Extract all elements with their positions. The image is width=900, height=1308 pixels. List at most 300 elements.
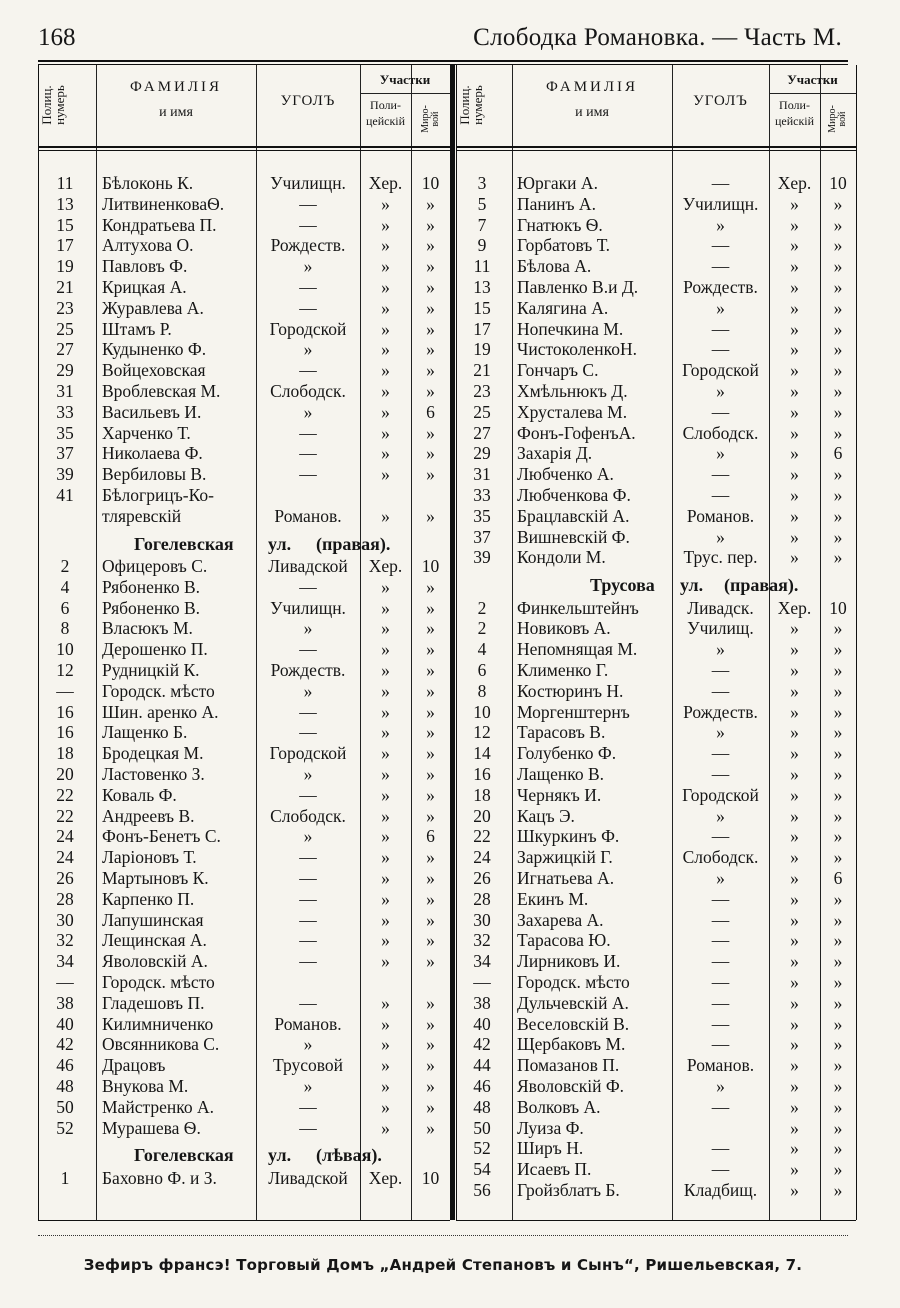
row-police-district: » (790, 360, 799, 381)
row-magistrate-district: » (426, 722, 435, 743)
row-police-district: » (381, 193, 390, 214)
header-police-district: Поли- цейскій (365, 98, 406, 128)
row-corner: Ливадской (268, 556, 348, 576)
row-number: 52 (56, 1117, 74, 1138)
row-police-district: » (790, 1180, 799, 1200)
table-row (456, 806, 856, 827)
row-police-district: » (790, 1055, 799, 1076)
row-number: 40 (56, 1013, 74, 1034)
column-rule (856, 65, 857, 1220)
row-name: Помазанов П. (517, 1055, 620, 1076)
row-corner: Трусовой (272, 1055, 344, 1076)
row-number: 32 (473, 930, 491, 951)
street-name: Гогелевская (134, 533, 234, 554)
row-name: Штамъ Р. (102, 318, 172, 339)
table-row (456, 1014, 856, 1035)
row-police-district: » (790, 1096, 799, 1117)
row-name: Николаева Ф. (102, 443, 203, 464)
row-number: 21 (473, 360, 491, 381)
row-number: 13 (56, 193, 74, 214)
header-bottom-rule (38, 146, 450, 148)
row-name: Ширъ Н. (517, 1138, 584, 1159)
table-row (38, 660, 450, 681)
table-row (456, 681, 856, 702)
row-police-district: » (790, 464, 799, 485)
row-magistrate-district: » (426, 1034, 435, 1055)
table-row (456, 1034, 856, 1055)
row-police-district: » (790, 381, 799, 401)
row-police-district: » (790, 680, 799, 701)
row-police-district: » (381, 618, 390, 639)
row-number: 21 (56, 277, 74, 297)
row-number: 37 (473, 526, 491, 547)
row-corner: » (716, 639, 725, 660)
table-row (38, 485, 450, 506)
row-name: Хрусталева М. (517, 401, 628, 422)
table-row (38, 598, 450, 619)
row-corner: — (711, 680, 730, 701)
row-police-district: » (790, 1138, 799, 1159)
row-number: 16 (473, 764, 491, 784)
row-number: 16 (56, 701, 74, 722)
row-magistrate-district: » (833, 485, 843, 505)
row-corner: — (299, 951, 317, 972)
row-corner: — (299, 868, 317, 888)
table-row (456, 722, 856, 743)
table-row (38, 1097, 450, 1118)
row-police-district: » (790, 972, 799, 992)
header-districts-rule (769, 93, 856, 94)
row-police-district: » (381, 214, 390, 235)
row-number: 4 (60, 576, 70, 597)
table-row (456, 1055, 856, 1076)
row-magistrate-district: » (426, 992, 435, 1013)
header-magistrate-district (421, 97, 441, 141)
row-number: 3 (477, 173, 487, 193)
row-police-district: » (381, 1076, 390, 1096)
row-number: 31 (56, 381, 74, 401)
table-row (38, 1014, 450, 1035)
row-police-district: » (790, 401, 799, 422)
row-name: Лапушинская (102, 909, 204, 930)
row-corner: — (711, 826, 730, 847)
row-corner: Городской (682, 360, 759, 381)
row-number: 2 (477, 618, 487, 639)
row-name: Бродецкая М. (102, 743, 204, 764)
row-corner: — (711, 1096, 730, 1117)
table-row (456, 889, 856, 910)
row-magistrate-district: » (833, 992, 843, 1013)
row-name: Волковъ А. (517, 1096, 601, 1117)
row-name: Захарева А. (517, 909, 604, 930)
table-row (456, 360, 856, 381)
row-number: 6 (477, 660, 487, 680)
row-number: 18 (56, 743, 74, 764)
row-name: Внукова М. (102, 1076, 189, 1096)
row-corner: » (303, 256, 313, 277)
row-corner: — (711, 972, 730, 992)
table-row (38, 889, 450, 910)
row-corner: — (299, 422, 317, 443)
row-name: Драцовъ (102, 1055, 166, 1076)
table-row (38, 972, 450, 993)
street-name: Гогелевская (134, 1145, 234, 1166)
row-number: 22 (56, 784, 74, 805)
street-type: ул. (268, 1145, 292, 1166)
row-name: Вроблевская М. (102, 381, 221, 401)
row-corner: — (299, 214, 317, 235)
row-number: 9 (477, 235, 487, 256)
row-magistrate-district: » (426, 1117, 435, 1138)
row-police-district: » (381, 1096, 390, 1117)
row-number: 48 (473, 1096, 491, 1117)
row-magistrate-district: » (833, 1117, 843, 1138)
row-number: 24 (56, 847, 74, 868)
table-row (38, 826, 450, 847)
row-corner: — (711, 173, 730, 193)
row-number: 6 (60, 597, 70, 618)
row-police-district: » (381, 680, 390, 701)
row-number: — (56, 680, 74, 701)
header-family-sub: и имя (159, 105, 193, 120)
row-name: Финкельштейнъ (517, 597, 639, 618)
row-corner: Рождеств. (683, 701, 758, 722)
table-row (38, 1034, 450, 1055)
row-magistrate-district: » (833, 422, 843, 443)
row-police-district: » (381, 422, 390, 443)
column-divider (450, 65, 455, 1220)
row-number: 22 (473, 826, 491, 847)
row-name: Костюринъ Н. (517, 680, 624, 701)
row-corner: — (299, 193, 317, 214)
row-magistrate-district: » (426, 339, 435, 360)
table-row (456, 764, 856, 785)
header-districts-rule (360, 93, 450, 94)
row-police-district: » (381, 868, 390, 888)
row-name: Шин. аренко А. (102, 701, 219, 722)
row-corner: Романов. (686, 505, 755, 526)
row-magistrate-district: 10 (421, 173, 440, 193)
row-name: Бѣлова А. (517, 256, 592, 277)
page-header (38, 22, 842, 58)
row-corner: — (299, 1117, 317, 1138)
row-number: 16 (56, 722, 74, 743)
row-magistrate-district: 6 (426, 826, 435, 847)
row-magistrate-district: » (833, 805, 843, 826)
table-row (38, 785, 450, 806)
row-number: 15 (473, 297, 491, 318)
row-number: 13 (473, 277, 491, 297)
row-number: 33 (56, 401, 74, 422)
row-corner: — (711, 764, 730, 784)
row-number: 19 (56, 256, 74, 277)
row-number: 32 (56, 930, 74, 951)
row-police-district: » (790, 951, 799, 972)
row-police-district: » (381, 339, 390, 360)
left-table (38, 65, 450, 1221)
row-number: 18 (473, 784, 491, 805)
row-corner: Городской (269, 743, 347, 764)
row-police-district: » (381, 764, 390, 784)
row-magistrate-district: » (833, 1055, 843, 1076)
row-magistrate-district: » (833, 193, 843, 214)
row-number: 54 (473, 1159, 491, 1180)
table-row (38, 360, 450, 381)
street-type: ул. (268, 533, 292, 554)
row-police-district: » (790, 1013, 799, 1034)
row-name: Яволовскій Ф. (517, 1076, 625, 1096)
row-police-district: » (790, 909, 799, 930)
row-number: 1 (60, 1167, 70, 1188)
row-magistrate-district: » (833, 401, 843, 422)
row-magistrate-district: » (833, 618, 843, 639)
row-police-district: » (381, 805, 390, 826)
row-corner: Рождеств. (270, 660, 346, 680)
table-row (38, 1118, 450, 1139)
row-name: Игнатьева А. (517, 868, 615, 888)
row-magistrate-district: » (426, 909, 435, 930)
row-magistrate-district: » (426, 701, 435, 722)
row-police-district: » (381, 597, 390, 618)
row-corner: — (711, 1159, 730, 1180)
header-family-sub: и имя (575, 105, 609, 120)
row-number: 19 (473, 339, 491, 360)
row-number: 28 (56, 888, 74, 909)
footer-advertisement: Зефиръ франсэ! Торговый Домъ „Андрей Степановъ и Сынъ“, Ришельевская, 7. (83, 1256, 803, 1274)
row-corner: — (711, 743, 730, 764)
row-number: 8 (477, 680, 487, 701)
row-corner: — (711, 660, 730, 680)
row-corner: — (299, 297, 317, 318)
row-corner: » (303, 826, 313, 847)
row-name: Непомнящая М. (517, 639, 638, 660)
row-name: Нопечкина М. (517, 318, 624, 339)
row-name: Шкуркинъ Ф. (517, 826, 620, 847)
table-row (38, 298, 450, 319)
row-magistrate-district: » (833, 826, 843, 847)
row-police-district: » (381, 992, 390, 1013)
row-name: Луиза Ф. (517, 1117, 584, 1138)
row-number: 44 (473, 1055, 491, 1076)
row-name: Рябоненко В. (102, 597, 201, 618)
table-row (456, 256, 856, 277)
row-magistrate-district: » (833, 972, 843, 992)
header-police-number (458, 69, 484, 141)
row-number: 24 (473, 847, 491, 868)
table-row (38, 256, 450, 277)
table-row (456, 785, 856, 806)
table-row (38, 215, 450, 236)
row-police-district: » (790, 526, 799, 547)
row-name: Калягина А. (517, 297, 609, 318)
header-rule (38, 60, 848, 62)
row-police-district: » (381, 277, 390, 297)
row-police-district: » (381, 464, 390, 485)
row-name: Моргенштернъ (517, 701, 630, 722)
row-number: 33 (473, 485, 491, 505)
row-name: Власюкъ М. (102, 618, 193, 639)
row-police-district: » (381, 256, 390, 277)
header-magistrate-label: Миро- вой (419, 105, 441, 133)
row-name: Ластовенко З. (102, 764, 205, 784)
row-police-district: Хер. (368, 1167, 403, 1188)
row-police-district: » (381, 722, 390, 743)
row-corner: Училищн. (270, 173, 346, 193)
row-magistrate-district: » (833, 1096, 843, 1117)
row-magistrate-district: » (426, 597, 435, 618)
row-police-district: » (790, 618, 799, 639)
row-police-district: » (790, 277, 799, 297)
row-magistrate-district: » (833, 318, 843, 339)
row-corner: Училищн. (682, 193, 759, 214)
row-magistrate-district: » (833, 360, 843, 381)
row-corner: — (299, 360, 317, 381)
row-number: 30 (56, 909, 74, 930)
row-police-district: » (381, 909, 390, 930)
row-police-district: » (381, 443, 390, 464)
row-name: Кондратьева П. (102, 214, 217, 235)
row-magistrate-district: » (426, 680, 435, 701)
row-magistrate-district: » (426, 297, 435, 318)
row-number: 14 (473, 743, 491, 764)
row-police-district: » (790, 1159, 799, 1180)
row-name: Журавлева А. (102, 297, 204, 318)
row-name: Городск. мѣсто (517, 972, 630, 992)
row-police-district: » (790, 888, 799, 909)
row-police-district: » (790, 1076, 799, 1096)
row-number: 34 (473, 951, 491, 972)
table-row (456, 235, 856, 256)
table-row (38, 806, 450, 827)
table-row (456, 660, 856, 681)
table-row (456, 443, 856, 464)
row-police-district: » (790, 660, 799, 680)
row-name: Алтухова О. (102, 235, 194, 256)
row-police-district: Хер. (368, 556, 403, 576)
row-magistrate-district: » (833, 722, 843, 743)
row-corner: » (716, 381, 725, 401)
header-police-number (40, 69, 66, 141)
row-number: 46 (56, 1055, 74, 1076)
row-magistrate-district: » (833, 1159, 843, 1180)
row-magistrate-district: » (833, 464, 843, 485)
row-name: Кондоли М. (517, 547, 606, 568)
table-row (38, 847, 450, 868)
row-corner: » (303, 401, 313, 422)
row-corner: Романов. (274, 1013, 342, 1034)
table-row (456, 930, 856, 951)
row-corner: Слободск. (682, 847, 759, 868)
row-name: Крицкая А. (102, 277, 187, 297)
row-number: 35 (473, 505, 491, 526)
row-name: Бѣлоконь К. (102, 173, 194, 193)
row-police-district: » (381, 826, 390, 847)
table-row (38, 722, 450, 743)
row-magistrate-district: » (833, 764, 843, 784)
table-row (456, 847, 856, 868)
row-police-district: » (790, 214, 799, 235)
row-name: Карпенко П. (102, 888, 195, 909)
row-magistrate-district: » (426, 256, 435, 277)
row-number: 8 (60, 618, 70, 639)
row-name: Баховно Ф. и З. (102, 1167, 217, 1188)
row-corner: — (711, 1013, 730, 1034)
row-corner: » (716, 297, 725, 318)
row-corner: » (716, 443, 725, 464)
row-name: Рябоненко В. (102, 576, 201, 597)
row-number: 40 (473, 1013, 491, 1034)
row-name: ЧистоколенкоН. (517, 339, 638, 360)
row-magistrate-district: » (426, 1096, 435, 1117)
table-row (38, 381, 450, 402)
row-magistrate-district: » (426, 464, 435, 485)
row-police-district: » (790, 847, 799, 868)
table-row (38, 235, 450, 256)
row-police-district: » (790, 722, 799, 743)
row-number: 23 (473, 381, 491, 401)
table-row (38, 556, 450, 577)
row-corner: — (299, 639, 317, 660)
row-magistrate-district: » (426, 277, 435, 297)
row-number: 24 (56, 826, 74, 847)
row-magistrate-district: » (426, 888, 435, 909)
row-name: Чернякъ И. (517, 784, 602, 805)
table-row (38, 639, 450, 660)
row-corner: Романов. (274, 505, 342, 526)
row-number: 26 (473, 868, 491, 888)
row-number: — (56, 972, 74, 992)
row-corner: — (711, 464, 730, 485)
row-police-district: » (381, 639, 390, 660)
row-name: Веселовскій В. (517, 1013, 630, 1034)
row-corner: Училищ. (687, 618, 754, 639)
row-police-district: » (790, 422, 799, 443)
row-corner: » (303, 1034, 313, 1055)
row-name: Мурашева Ѳ. (102, 1117, 201, 1138)
row-police-district: » (790, 701, 799, 722)
row-magistrate-district: » (833, 526, 843, 547)
row-magistrate-district: » (833, 680, 843, 701)
street-side: (правая). (724, 575, 799, 596)
table-row (456, 639, 856, 660)
row-magistrate-district: » (426, 951, 435, 972)
row-number: 26 (56, 868, 74, 888)
row-name: Гнатюкъ Ѳ. (517, 214, 603, 235)
row-magistrate-district: » (833, 1013, 843, 1034)
row-police-district: » (381, 360, 390, 381)
row-name: тляревскій (102, 505, 182, 526)
row-magistrate-district: 10 (421, 556, 440, 576)
row-name: Панинъ А. (517, 193, 596, 214)
row-police-district: » (381, 701, 390, 722)
row-corner: — (299, 701, 317, 722)
row-police-district: » (790, 764, 799, 784)
row-police-district: » (381, 930, 390, 951)
row-police-district: » (790, 339, 799, 360)
row-number: 15 (56, 214, 74, 235)
row-name: Тарасова Ю. (517, 930, 611, 951)
row-number: 35 (56, 422, 74, 443)
row-magistrate-district: » (426, 743, 435, 764)
street-name: Трусова (590, 575, 655, 596)
row-magistrate-district: » (426, 214, 435, 235)
table-row (456, 464, 856, 485)
row-corner: — (299, 1096, 317, 1117)
table-row (38, 951, 450, 972)
row-number: 25 (56, 318, 74, 339)
row-magistrate-district: » (833, 256, 843, 277)
table-row (38, 464, 450, 485)
